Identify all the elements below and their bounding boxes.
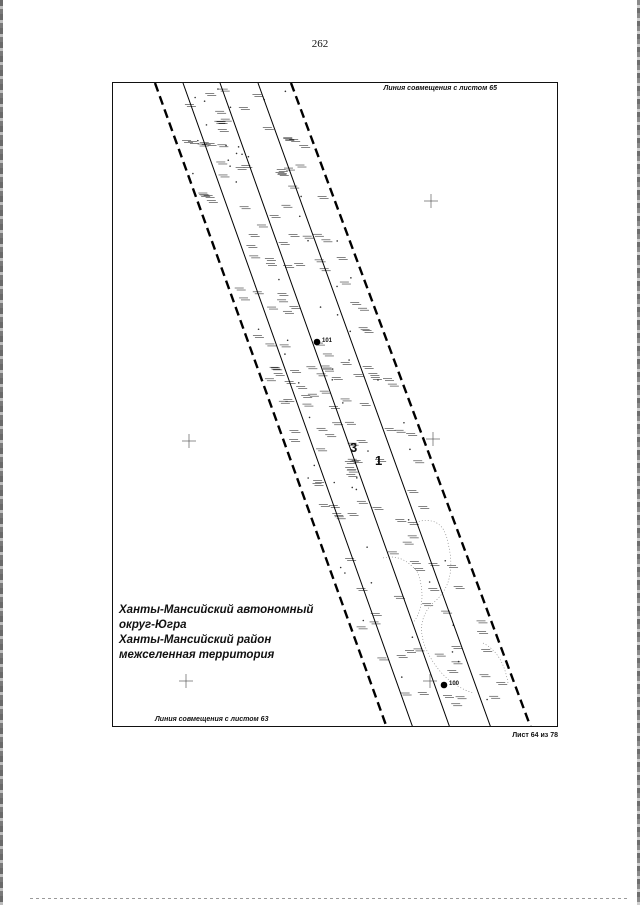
vegetation-mark xyxy=(412,636,414,638)
dotted-wetland-boundary xyxy=(383,521,508,694)
zone-label-1: 1 xyxy=(375,453,383,468)
zone-label-3: 3 xyxy=(350,440,358,455)
vegetation-mark xyxy=(192,173,194,175)
scan-edge-bottom xyxy=(30,898,630,899)
survey-point-101 xyxy=(314,339,321,346)
vegetation-mark xyxy=(235,181,237,183)
vegetation-mark xyxy=(194,97,196,99)
vegetation-mark xyxy=(236,153,238,155)
vegetation-mark xyxy=(320,306,322,308)
vegetation-mark xyxy=(298,382,300,384)
vegetation-mark xyxy=(299,216,301,218)
vegetation-mark xyxy=(284,353,286,355)
vegetation-mark xyxy=(217,88,219,90)
region-line: межселенная территория xyxy=(119,649,275,661)
sheet-number: Лист 64 из 78 xyxy=(512,732,558,739)
point-label-100: 100 xyxy=(449,681,460,687)
vegetation-mark xyxy=(230,106,232,108)
vegetation-mark xyxy=(429,581,431,583)
region-line: Ханты-Мансийский район xyxy=(119,634,272,646)
point-label-101: 101 xyxy=(322,338,333,344)
vegetation-mark xyxy=(367,450,369,452)
vegetation-mark xyxy=(197,140,199,142)
vegetation-mark xyxy=(332,368,334,370)
region-label xyxy=(119,603,313,663)
scan-edge-left xyxy=(0,0,3,905)
vegetation-mark xyxy=(313,465,315,467)
vegetation-mark xyxy=(344,572,346,574)
vegetation-mark xyxy=(336,240,338,242)
vegetation-mark xyxy=(486,699,488,701)
vegetation-mark xyxy=(377,379,379,381)
vegetation-mark xyxy=(351,487,353,489)
region-line: Ханты-Мансийский автономный xyxy=(119,604,314,616)
vegetation-mark xyxy=(300,196,302,198)
vegetation-mark xyxy=(342,402,344,404)
vegetation-mark xyxy=(225,145,227,147)
vegetation-mark xyxy=(229,165,231,167)
vegetation-mark xyxy=(458,661,460,663)
vegetation-mark xyxy=(356,489,358,491)
vegetation-mark xyxy=(350,277,352,279)
vegetation-mark xyxy=(348,359,350,361)
region-line: округ-Югра xyxy=(119,619,187,631)
boundary-dashed-right xyxy=(291,83,531,727)
vegetation-mark xyxy=(356,477,358,479)
vegetation-mark xyxy=(309,417,311,419)
vegetation-mark xyxy=(362,620,364,622)
vegetation-mark xyxy=(287,339,289,341)
vegetation-mark xyxy=(241,153,243,155)
vegetation-mark xyxy=(340,567,342,569)
vegetation-mark xyxy=(337,314,339,316)
vegetation-mark xyxy=(333,482,335,484)
vegetation-mark xyxy=(452,651,454,653)
map-frame xyxy=(112,82,558,727)
vegetation-mark xyxy=(403,422,405,424)
vegetation-mark xyxy=(227,159,229,161)
vegetation-mark xyxy=(238,146,240,148)
vegetation-mark xyxy=(444,560,446,562)
vegetation-mark xyxy=(408,519,410,521)
vegetation-mark xyxy=(307,240,309,242)
page-number: 262 xyxy=(311,38,329,50)
join-line-top-label: Линия совмещения с листом 65 xyxy=(383,85,497,92)
vegetation-mark xyxy=(409,449,411,451)
vegetation-mark xyxy=(248,156,250,158)
vegetation-mark xyxy=(278,279,280,281)
vegetation-mark xyxy=(285,91,287,93)
vegetation-mark xyxy=(401,676,403,678)
vegetation-mark xyxy=(371,582,373,584)
survey-point-100 xyxy=(441,682,448,689)
vegetation-mark xyxy=(258,328,260,330)
vegetation-mark xyxy=(349,331,351,333)
vegetation-mark xyxy=(366,546,368,548)
vegetation-mark xyxy=(336,286,338,288)
vegetation-mark xyxy=(204,100,206,102)
join-line-bottom-label: Линия совмещения с листом 63 xyxy=(155,716,269,723)
vegetation-mark xyxy=(206,124,208,126)
vegetation-mark xyxy=(331,379,333,381)
vegetation-mark xyxy=(307,477,309,479)
